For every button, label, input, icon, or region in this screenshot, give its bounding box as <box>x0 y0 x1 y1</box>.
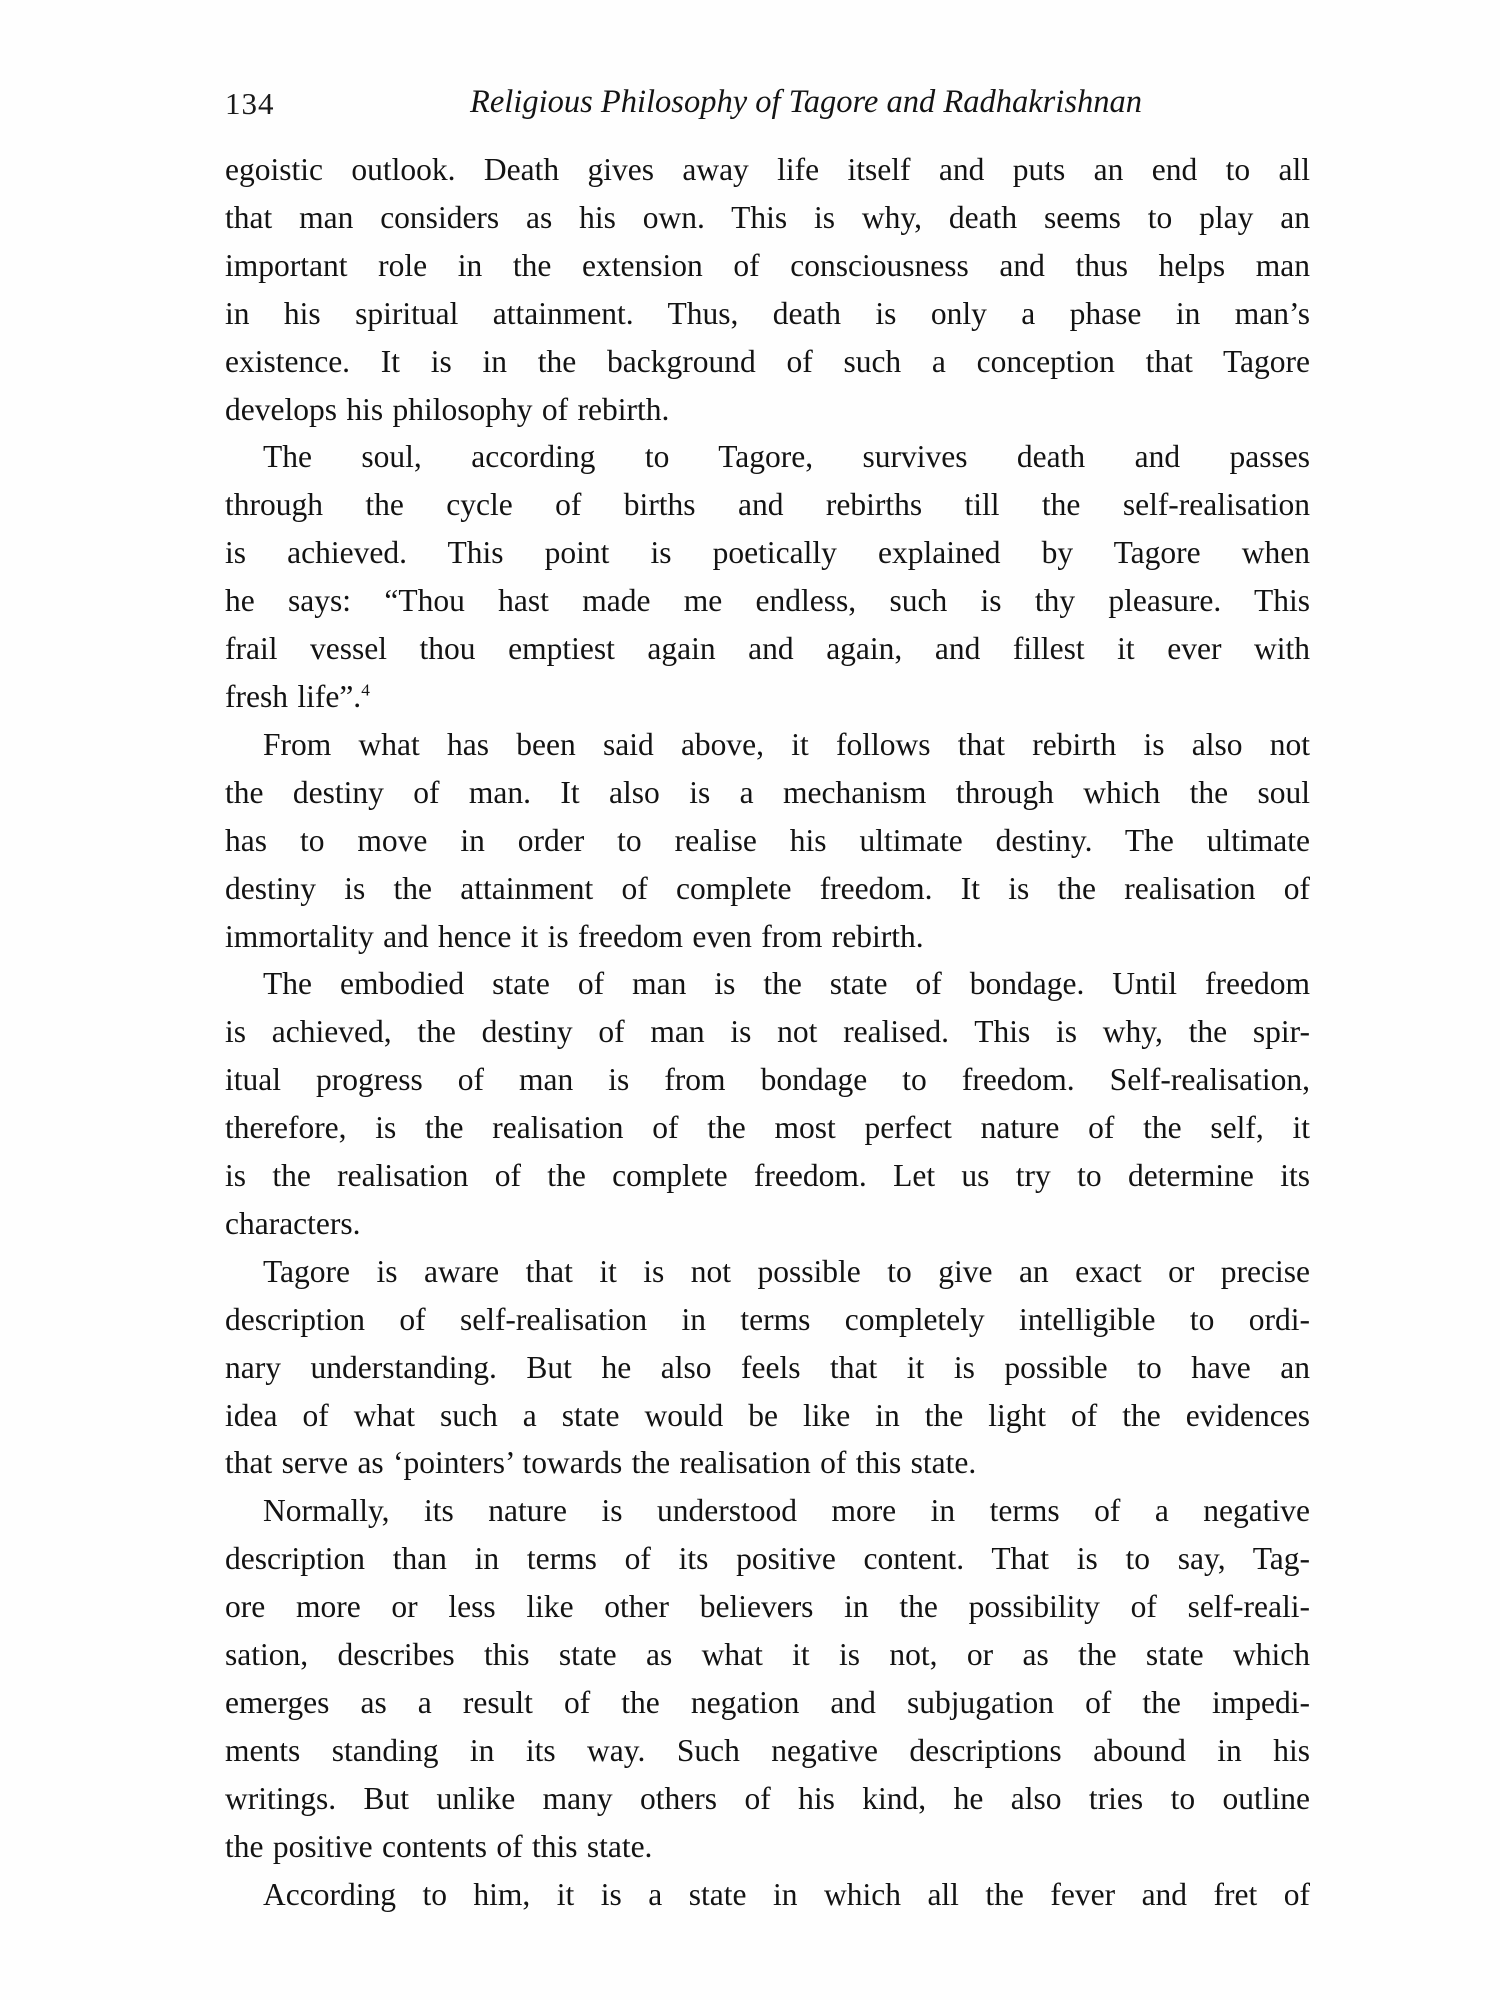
text-line: writings. But unlike many others of his kind, he also tries to outline <box>225 1780 1310 1816</box>
text-line: Tagore is aware that it is not possible to give an exact or precise <box>263 1253 1310 1289</box>
text-line: The embodied state of man is the state of bondage. Until freedom <box>263 966 1310 1002</box>
text-line: According to him, it is a state in which all the fever and fret of <box>263 1876 1310 1912</box>
text-line: is achieved, the destiny of man is not realised. This is why, the spir- <box>225 1014 1310 1050</box>
paragraph <box>225 721 1310 961</box>
text-line: in his spiritual attainment. Thus, death is only a phase in man’s <box>225 295 1310 331</box>
text-line: frail vessel thou emptiest again and again, and fillest it ever with <box>225 631 1310 667</box>
page-header <box>225 84 1310 128</box>
text-line: has to move in order to realise his ultimate destiny. The ultimate <box>225 822 1310 858</box>
page-body <box>225 146 1310 1919</box>
text-line: is achieved. This point is poetically explained by Tagore when <box>225 535 1310 571</box>
text-line: that man considers as his own. This is why, death seems to play an <box>225 199 1310 235</box>
text-line: description of self-realisation in terms completely intelligible to ordi- <box>225 1301 1310 1337</box>
text-line: itual progress of man is from bondage to freedom. Self-realisation, <box>225 1062 1310 1098</box>
paragraph <box>225 960 1310 1247</box>
text-line: description than in terms of its positive content. That is to say, Tag- <box>225 1541 1310 1577</box>
text-line: develops his philosophy of rebirth. <box>225 391 670 427</box>
paragraph <box>225 1248 1310 1488</box>
paragraph <box>225 1487 1310 1870</box>
text-line: idea of what such a state would be like in the light of the evidences <box>225 1397 1310 1433</box>
text-line: existence. It is in the background of such a conception that Tagore <box>225 343 1310 379</box>
page-number: 134 <box>225 86 275 121</box>
text-line: important role in the extension of consciousness and thus helps man <box>225 247 1310 283</box>
text-line: ore more or less like other believers in the possibility of self-reali- <box>225 1589 1310 1625</box>
paragraph <box>225 1871 1310 1919</box>
text-line: he says: “Thou hast made me endless, such is thy pleasure. This <box>225 583 1310 619</box>
text-line: nary understanding. But he also feels that it is possible to have an <box>225 1349 1310 1385</box>
text-line: is the realisation of the complete freedom. Let us try to determine its <box>225 1158 1310 1194</box>
text-line: that serve as ‘pointers’ towards the realisation of this state. <box>225 1445 977 1481</box>
text-line: the positive contents of this state. <box>225 1828 653 1864</box>
text-line: through the cycle of births and rebirths till the self-realisation <box>225 487 1310 523</box>
text-line: egoistic outlook. Death gives away life itself and puts an end to all <box>225 152 1310 187</box>
text-line: The soul, according to Tagore, survives death and passes <box>263 439 1310 475</box>
paragraph <box>225 146 1310 433</box>
text-line: characters. <box>225 1205 361 1241</box>
text-line: destiny is the attainment of complete freedom. It is the realisation of <box>225 870 1310 906</box>
text-line: ments standing in its way. Such negative descriptions abound in his <box>225 1732 1310 1768</box>
text-line: emerges as a result of the negation and subjugation of the impedi- <box>225 1685 1310 1720</box>
text-line: Normally, its nature is understood more in terms of a negative <box>263 1493 1310 1529</box>
text-line: the destiny of man. It also is a mechanism through which the soul <box>225 774 1310 810</box>
paragraph <box>225 433 1310 720</box>
footnote-marker: 4 <box>361 680 370 700</box>
text-line: fresh life”.$^4$ <box>225 678 370 714</box>
text-line: sation, describes this state as what it is not, or as the state which <box>225 1637 1310 1673</box>
running-title: Religious Philosophy of Tagore and Radhakrishnan <box>470 84 1142 120</box>
text-line: immortality and hence it is freedom even from rebirth. <box>225 918 924 954</box>
text-line: therefore, is the realisation of the most perfect nature of the self, it <box>225 1110 1310 1146</box>
text-line: From what has been said above, it follows that rebirth is also not <box>263 726 1310 762</box>
